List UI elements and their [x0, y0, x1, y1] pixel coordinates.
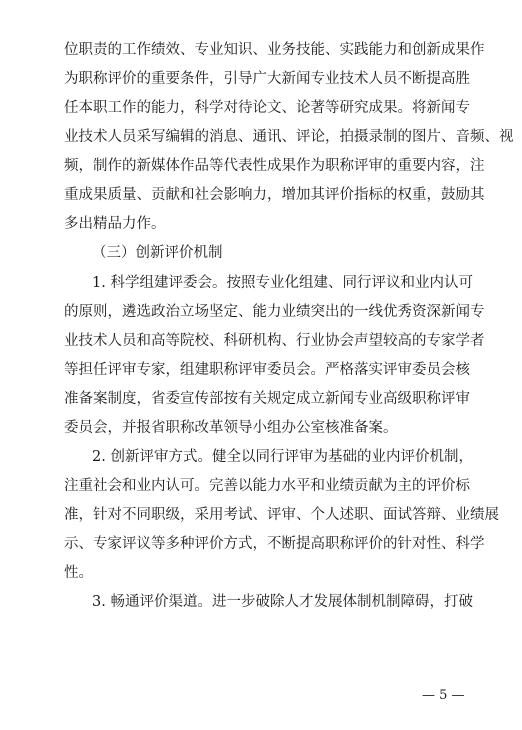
body-text-line: 准，针对不同职级，采用考试、评审、个人述职、面试答辩、业绩展: [64, 507, 499, 523]
body-text-line: 位职责的工作绩效、专业知识、业务技能、实践能力和创新成果作: [64, 42, 485, 58]
paragraph-first-line: 3. 畅通评价渠道。进一步破除人才发展体制机制障碍，打破: [92, 594, 473, 610]
paragraph-first-line: 2. 创新评审方式。健全以同行评审为基础的业内评价机制，: [92, 449, 473, 465]
body-text-line: 注重社会和业内认可。完善以能力水平和业绩贡献为主的评价标: [64, 478, 470, 494]
body-text-line: 的原则，遴选政治立场坚定、能力业绩突出的一线优秀资深新闻专: [64, 304, 485, 320]
body-text-line: 准备案制度，省委宣传部按有关规定成立新闻专业高级职称评审: [64, 391, 470, 407]
paragraph-first-line: 1. 科学组建评委会。按照专业化组建、同行评议和业内认可: [92, 275, 473, 291]
body-text-line: 性。: [64, 565, 93, 581]
body-text-line: 等担任评审专家，组建职称评审委员会。严格落实评审委员会核: [64, 362, 470, 378]
body-text-line: 多出精品力作。: [64, 216, 166, 232]
section-heading: （三）创新评价机制: [92, 245, 223, 261]
body-text-line: 委员会，并报省职称改革领导小组办公室核准备案。: [64, 420, 398, 436]
body-text-line: 重成果质量、贡献和社会影响力，增加其评价指标的权重，鼓励其: [64, 187, 485, 203]
body-text-line: 频，制作的新媒体作品等代表性成果作为职称评审的重要内容，注: [64, 158, 485, 174]
body-text-line: 示、专家评议等多种评价方式，不断提高职称评价的针对性、科学: [64, 536, 485, 552]
body-text-line: 为职称评价的重要条件，引导广大新闻专业技术人员不断提高胜: [64, 71, 470, 87]
body-text-line: 业技术人员和高等院校、科研机构、行业协会声望较高的专家学者: [64, 333, 485, 349]
page-number: — 5 —: [422, 688, 465, 703]
body-text-line: 任本职工作的能力，科学对待论文、论著等研究成果。将新闻专: [64, 100, 470, 116]
body-text-line: 业技术人员采写编辑的消息、通讯、评论，拍摄录制的图片、音频、视: [64, 129, 514, 145]
